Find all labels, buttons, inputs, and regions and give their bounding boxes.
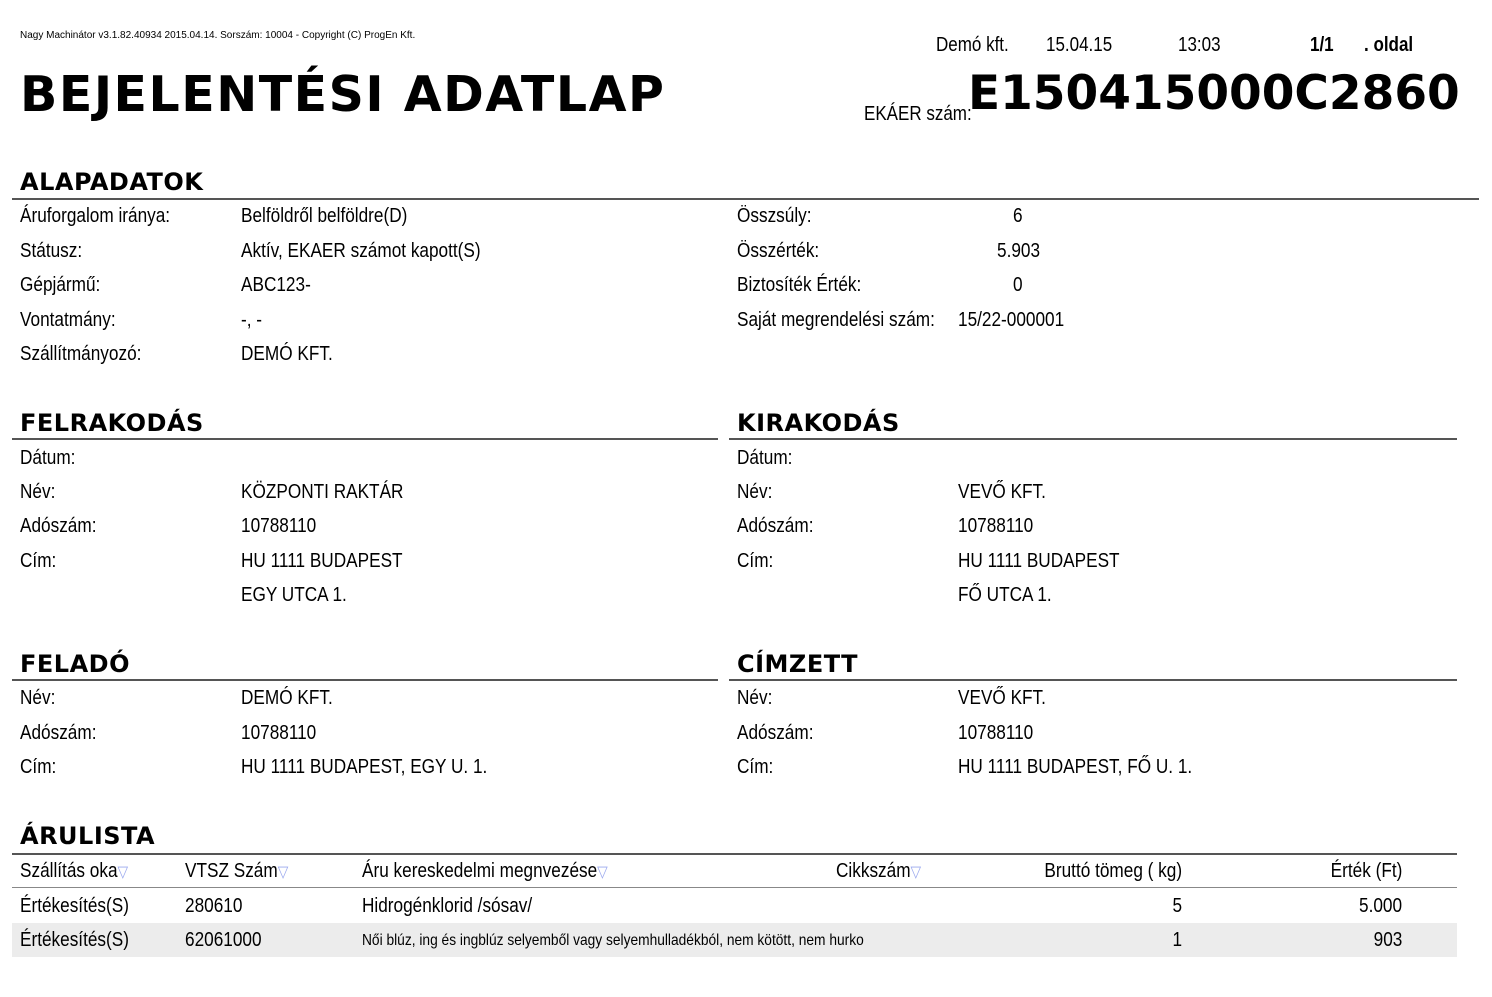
column-header-vtsz[interactable]	[185, 860, 288, 883]
funnel-filter-icon[interactable]: ▽	[597, 864, 608, 881]
section-divider	[12, 438, 718, 440]
field-value-loading-address-1: HU 1111 BUDAPEST	[241, 550, 403, 572]
field-value-loading-taxid: 10788110	[241, 515, 317, 537]
field-label: Név:	[737, 687, 773, 709]
table-cell-weight: 5	[1172, 895, 1182, 917]
field-value-guarantee: 0	[1013, 274, 1023, 296]
table-cell-vtsz: 62061000	[185, 929, 262, 951]
field-value-recipient-taxid: 10788110	[958, 722, 1034, 744]
table-cell-name: Női blúz, ing és ingblúz selyemből vagy selyemhulladékból, nem kötött, nem hurko	[362, 932, 864, 949]
table-cell-reason: Értékesítés(S)	[20, 895, 129, 917]
section-divider	[12, 198, 1479, 200]
field-value-sender-taxid: 10788110	[241, 722, 317, 744]
field-label: Biztosíték Érték:	[737, 274, 862, 296]
field-value-direction: Belföldről belföldre(D)	[241, 205, 408, 227]
section-divider	[12, 853, 1457, 855]
section-title-arulista: ÁRULISTA	[20, 822, 156, 850]
page-number: 1/1	[1310, 34, 1334, 56]
page-suffix: . oldal	[1364, 34, 1414, 56]
field-value-recipient-name: VEVŐ KFT.	[958, 687, 1046, 709]
field-label: Gépjármű:	[20, 274, 101, 296]
field-value-forwarder: DEMÓ KFT.	[241, 343, 333, 365]
ekaer-number: E150415000C2860	[968, 66, 1460, 121]
table-cell-value: 5.000	[1358, 895, 1402, 917]
section-title-kirakodas: KIRAKODÁS	[737, 409, 900, 437]
table-cell-weight: 1	[1172, 929, 1182, 951]
field-value-sender-name: DEMÓ KFT.	[241, 687, 333, 709]
field-value-order-number: 15/22-000001	[958, 309, 1065, 331]
funnel-filter-icon[interactable]: ▽	[117, 864, 129, 881]
column-header-sku[interactable]	[836, 860, 921, 883]
funnel-filter-icon[interactable]: ▽	[277, 864, 289, 881]
field-value-trailer: -, -	[241, 309, 263, 331]
field-value-loading-address-2: EGY UTCA 1.	[241, 584, 347, 606]
field-value-vehicle: ABC123-	[241, 274, 311, 296]
section-title-felrakodas: FELRAKODÁS	[20, 409, 204, 437]
field-value-loading-name: KÖZPONTI RAKTÁR	[241, 481, 404, 503]
field-label: Összsúly:	[737, 205, 812, 227]
field-label: Adószám:	[20, 515, 97, 537]
field-value-unloading-taxid: 10788110	[958, 515, 1034, 537]
header-company: Demó kft.	[936, 34, 1009, 56]
field-value-sender-address: HU 1111 BUDAPEST, EGY U. 1.	[241, 756, 488, 778]
funnel-filter-icon[interactable]: ▽	[910, 864, 922, 881]
column-header-label: Cikkszám	[836, 860, 911, 882]
field-label: Név:	[737, 481, 773, 503]
field-value-total-value: 5.903	[997, 240, 1041, 262]
section-title-alapadatok: ALAPADATOK	[20, 168, 204, 196]
header-date: 15.04.15	[1046, 34, 1113, 56]
section-divider	[729, 438, 1457, 440]
field-label: Szállítmányozó:	[20, 343, 142, 365]
field-label: Vontatmány:	[20, 309, 116, 331]
field-value-unloading-address-2: FŐ UTCA 1.	[958, 584, 1052, 606]
program-version-line: Nagy Machinátor v3.1.82.40934 2015.04.14. Sorszám: 10004 - Copyright (C) ProgEn Kft.	[20, 30, 416, 41]
table-header-divider	[12, 887, 1457, 888]
field-value-unloading-name: VEVŐ KFT.	[958, 481, 1046, 503]
ekaer-label: EKÁER szám:	[864, 103, 972, 125]
field-label: Adószám:	[737, 515, 814, 537]
column-header-label: VTSZ Szám	[185, 860, 278, 882]
column-header-value: Érték (Ft)	[1330, 860, 1402, 882]
section-divider	[729, 679, 1457, 681]
field-label: Áruforgalom iránya:	[20, 205, 171, 227]
field-label: Cím:	[20, 756, 57, 778]
header-time: 13:03	[1178, 34, 1221, 56]
field-value-recipient-address: HU 1111 BUDAPEST, FŐ U. 1.	[958, 756, 1193, 778]
field-value-status: Aktív, EKAER számot kapott(S)	[241, 240, 481, 262]
section-title-cimzett: CÍMZETT	[737, 650, 859, 678]
field-value-unloading-address-1: HU 1111 BUDAPEST	[958, 550, 1120, 572]
column-header-label: Szállítás oka	[20, 860, 118, 882]
section-divider	[12, 679, 718, 681]
field-label: Dátum:	[20, 447, 76, 469]
field-label: Név:	[20, 687, 56, 709]
field-label: Státusz:	[20, 240, 83, 262]
table-cell-name: Hidrogénklorid /sósav/	[362, 895, 533, 917]
column-header-weight: Bruttó tömeg ( kg)	[1044, 860, 1182, 882]
section-title-felado: FELADÓ	[20, 650, 130, 678]
field-label: Név:	[20, 481, 56, 503]
column-header-name[interactable]	[362, 860, 608, 883]
field-label: Cím:	[20, 550, 57, 572]
field-label: Saját megrendelési szám:	[737, 309, 935, 331]
document-title: BEJELENTÉSI ADATLAP	[20, 66, 666, 123]
field-label: Dátum:	[737, 447, 793, 469]
field-label: Összérték:	[737, 240, 820, 262]
table-cell-reason: Értékesítés(S)	[20, 929, 129, 951]
field-label: Adószám:	[737, 722, 814, 744]
field-label: Adószám:	[20, 722, 97, 744]
table-cell-vtsz: 280610	[185, 895, 243, 917]
field-value-total-weight: 6	[1013, 205, 1023, 227]
field-label: Cím:	[737, 550, 774, 572]
field-label: Cím:	[737, 756, 774, 778]
column-header-reason[interactable]	[20, 860, 128, 883]
table-cell-value: 903	[1373, 929, 1402, 951]
column-header-label: Áru kereskedelmi megnvezése	[362, 860, 598, 882]
